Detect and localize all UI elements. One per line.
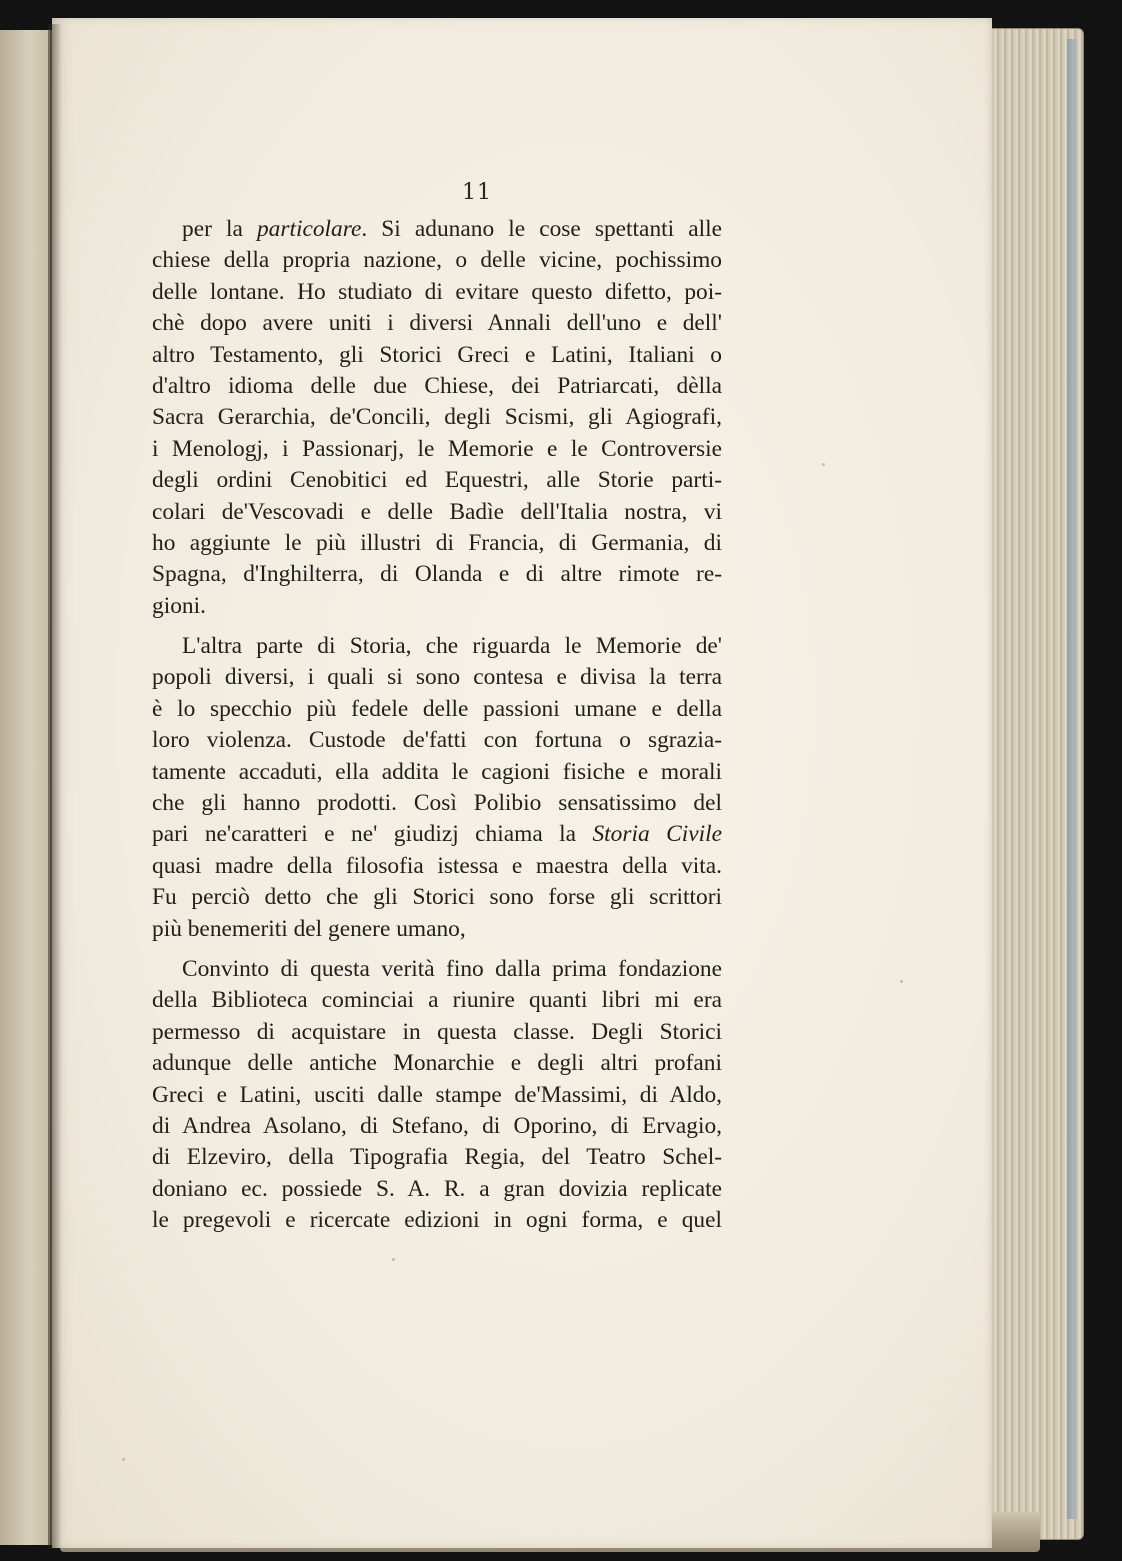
line-text: più benemeriti del genere umano, — [152, 915, 466, 942]
line-text: Convinto di questa verità fino dalla prima fondazione — [182, 955, 722, 982]
line-text: le pregevoli e ricercate edizioni in ogni forma, e quel — [152, 1207, 722, 1234]
paragraph-2 — [152, 631, 722, 945]
line-text: per la — [182, 216, 257, 242]
text-line — [152, 591, 722, 622]
text-line — [152, 662, 722, 693]
text-line — [152, 819, 722, 850]
line-text: Sacra Gerarchia, de'Concili, degli Scismi, gli Agiografi, — [152, 404, 722, 431]
text-line — [152, 914, 722, 945]
paper-speck — [822, 463, 825, 466]
line-text: delle lontane. Ho studiato di evitare questo difetto, poi- — [152, 278, 722, 305]
text-line — [152, 245, 722, 276]
line-text: permesso di acquistare in questa classe. Degli Storici — [152, 1018, 722, 1045]
text-line — [152, 1080, 722, 1111]
line-text: è lo specchio più fedele delle passioni umane e della — [152, 695, 722, 722]
line-text: Greci e Latini, usciti dalle stampe de'Massimi, di Aldo, — [152, 1081, 722, 1108]
text-line — [152, 465, 722, 496]
line-text: di Andrea Asolano, di Stefano, di Oporino, di Ervagio, — [152, 1112, 722, 1139]
paper-speck — [392, 1258, 395, 1261]
text-line — [152, 277, 722, 308]
line-text: d'altro idioma delle due Chiese, dei Patriarcati, dèlla — [152, 372, 722, 399]
page-edges — [978, 28, 1084, 1540]
line-text: popoli diversi, i quali si sono contesa e divisa la terra — [152, 664, 722, 691]
text-line — [152, 851, 722, 882]
text-line — [152, 371, 722, 402]
text-line — [152, 214, 722, 245]
italic-text: Storia Civile — [592, 821, 722, 848]
text-line — [152, 1174, 722, 1205]
line-text: degli ordini Cenobitici ed Equestri, alle Storie parti- — [152, 467, 722, 494]
text-line — [152, 528, 722, 559]
text-line — [152, 694, 722, 725]
text-line — [152, 434, 722, 465]
line-text: della Biblioteca cominciai a riunire quanti libri mi era — [152, 987, 722, 1014]
text-line — [152, 1205, 722, 1236]
line-text: loro violenza. Custode de'fatti con fortuna o sgrazia- — [152, 727, 722, 754]
line-text: gioni. — [152, 592, 206, 619]
text-line — [152, 340, 722, 371]
paper-speck — [122, 1458, 125, 1461]
line-text: altro Testamento, gli Storici Greci e Latini, Italiani o — [152, 341, 722, 368]
text-line — [152, 1111, 722, 1142]
body-text — [152, 214, 722, 1237]
line-text: tamente accaduti, ella addita le cagioni fisiche e morali — [152, 758, 722, 785]
paragraph-3 — [152, 954, 722, 1237]
text-line — [152, 402, 722, 433]
line-text: di Elzeviro, della Tipografia Regia, del Teatro Schel- — [152, 1144, 722, 1171]
text-line — [152, 882, 722, 913]
line-text: chè dopo avere uniti i diversi Annali dell'uno e dell' — [152, 310, 722, 337]
text-line — [152, 757, 722, 788]
line-text: L'altra parte di Storia, che riguarda le Memorie de' — [182, 633, 722, 660]
page — [52, 18, 992, 1548]
line-text: ho aggiunte le più illustri di Francia, di Germania, di — [152, 529, 722, 556]
line-text: . Si adunano le cose spettanti alle — [361, 216, 722, 242]
line-text: i Menologj, i Passionarj, le Memorie e le Controversie — [152, 435, 722, 462]
text-line — [152, 631, 722, 662]
cover-edge — [1067, 39, 1077, 1519]
line-text: adunque delle antiche Monarchie e degli altri profani — [152, 1050, 722, 1077]
text-line — [152, 1048, 722, 1079]
text-line — [152, 559, 722, 590]
line-text: doniano ec. possiede S. A. R. a gran dovizia replicate — [152, 1175, 722, 1202]
left-page-edge — [0, 30, 52, 1545]
text-line — [152, 725, 722, 756]
line-text: che gli hanno prodotti. Così Polibio sensatissimo del — [152, 790, 722, 817]
line-text: pari ne'caratteri e ne' giudizj chiama la — [152, 821, 593, 848]
text-line — [152, 954, 722, 985]
text-line — [152, 497, 722, 528]
line-text: Spagna, d'Inghilterra, di Olanda e di altre rimote re- — [152, 561, 722, 588]
text-line — [152, 985, 722, 1016]
line-text: quasi madre della filosofia istessa e maestra della vita. — [152, 852, 722, 879]
page-number: 11 — [462, 180, 492, 205]
paragraph-1 — [152, 214, 722, 622]
line-text: chiese della propria nazione, o delle vicine, pochissimo — [152, 247, 722, 274]
line-text: colari de'Vescovadi e delle Badìe dell'Italia nostra, vi — [152, 498, 722, 525]
spine-shadow — [48, 24, 62, 1549]
italic-text: particolare — [256, 216, 362, 242]
text-line — [152, 1142, 722, 1173]
text-line — [152, 788, 722, 819]
text-line — [152, 1017, 722, 1048]
text-line — [152, 308, 722, 339]
paper-speck — [900, 980, 903, 983]
line-text: Fu perciò detto che gli Storici sono forse gli scrittori — [152, 884, 722, 911]
